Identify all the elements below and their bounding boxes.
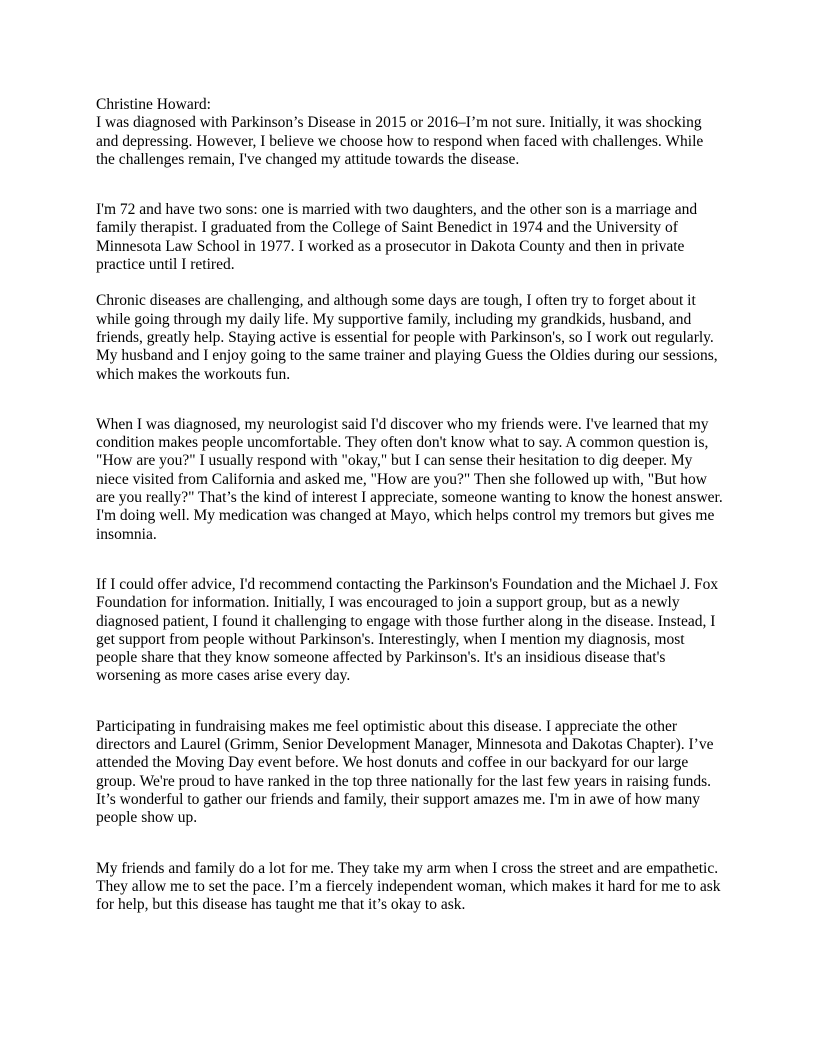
paragraph-background: I'm 72 and have two sons: one is married with two daughters, and the other son is a marriage and family therapist. I graduated from the College of Saint Benedict in 1974 and the University of Minnesota Law School in 1977. I worked as a prosecutor in Dakota County and then in private practice until I retired. <box>96 201 698 274</box>
paragraph-diagnosis: I was diagnosed with Parkinson’s Disease in 2015 or 2016–I’m not sure. Initially, it was shocking and depressing. However, I believe we choose how to respond when faced with challenges. While the challenges remain, I've changed my attitude towards the disease. <box>96 114 704 168</box>
document-page <box>96 96 726 914</box>
paragraph-staying-active: Chronic diseases are challenging, and although some days are tough, I often try to forget about it while going through my daily life. My supportive family, including my grandkids, husband, and friends, greatly help. Staying active is essential for people with Parkinson's, so I work out regularly. My husband and I enjoy going to the same trainer and playing Guess the Oldies during our sessions, which makes the workouts fun. <box>96 292 718 383</box>
author-heading: Christine Howard: <box>96 96 211 113</box>
paragraph-family-support: My friends and family do a lot for me. They take my arm when I cross the street and are empathetic. They allow me to set the pace. I’m a fiercely independent woman, which makes it hard for me to ask for help, but this disease has taught me that it’s okay to ask. <box>96 859 721 914</box>
paragraph-friends: When I was diagnosed, my neurologist said I'd discover who my friends were. I've learned that my condition makes people uncomfortable. They often don't know what to say. A common question is, "How are you?" I usually respond with "okay," but I can sense their hesitation to dig deeper. My niece visited from California and asked me, "How are you?" Then she followed up with, "But how are you really?" That’s the kind of interest I appreciate, someone wanting to know the honest answer. I'm doing well. My medication was changed at Mayo, which helps control my tremors but gives me insomnia. <box>96 415 723 543</box>
paragraph-advice: If I could offer advice, I'd recommend contacting the Parkinson's Foundation and the Michael J. Fox Foundation for information. Initially, I was encouraged to join a support group, but as a newly diagnosed patient, I found it challenging to engage with those further along in the disease. Instead, I get support from people without Parkinson's. Interestingly, when I mention my diagnosis, most people share that they know someone affected by Parkinson's. It's an insidious disease that's worsening as more cases arise every day. <box>96 575 719 685</box>
paragraph-fundraising: Participating in fundraising makes me feel optimistic about this disease. I appreciate the other directors and Laurel (Grimm, Senior Development Manager, Minnesota and Dakotas Chapter). I’ve attended the Moving Day event before. We host donuts and coffee in our backyard for our large group. We're proud to have ranked in the top three nationally for the last few years in raising funds. It’s wonderful to gather our friends and family, their support amazes me. I'm in awe of how many people show up. <box>96 717 714 827</box>
